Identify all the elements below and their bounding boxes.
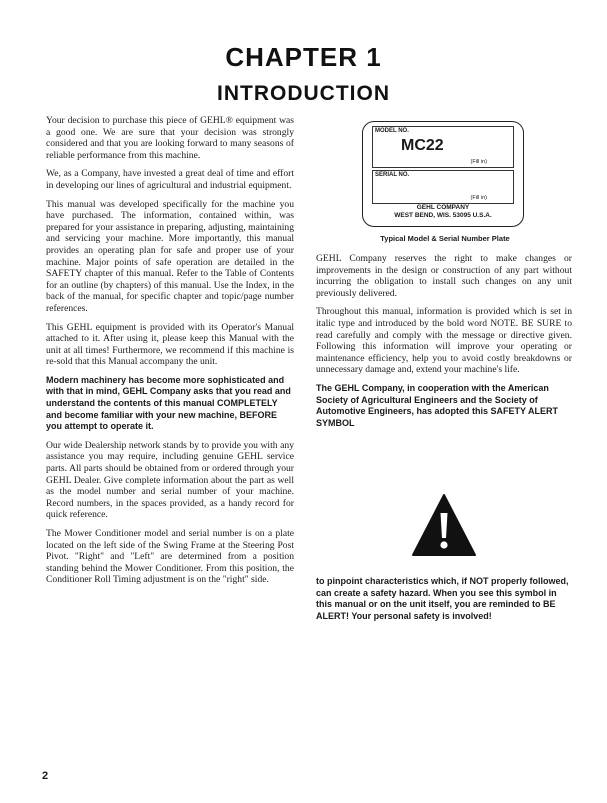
page-number: 2 <box>42 770 49 782</box>
right-column <box>316 253 572 436</box>
plate-caption: Typical Model & Serial Number Plate <box>380 234 510 243</box>
serial-fill-hint: (Fill in) <box>470 195 487 201</box>
serial-number-label: SERIAL NO. <box>375 172 410 178</box>
serial-number-plate <box>362 121 524 227</box>
paragraph-safety-symbol-intro: The GEHL Company, in cooperation with the American Society of Agricultural Engineers and the Society of Automotive Engineers, has adopted this SAFETY ALERT SYMBOL <box>316 382 559 428</box>
paragraph-plate-location: The Mower Conditioner model and serial number is on a plate located on the left side of the Swing Frame at the Steering Post Pivot. "Right" and "Left" are determined from a position standing behind the Mower Conditioner. From this position, the Conditioner Roll Timing adjustment is on the "right" side. <box>46 528 294 586</box>
paragraph-read-manual-warning: Modern machinery has become more sophisticated and with that in mind, GEHL Company asks that you read and understand the contents of this manual COMPLETELY and become familiar with your new machine, BEFORE you attempt to operate it. <box>46 374 291 432</box>
model-number-value: MC22 <box>401 137 444 154</box>
model-number-field <box>372 126 514 168</box>
model-fill-hint: (Fill in) <box>470 159 487 165</box>
chapter-title: INTRODUCTION <box>217 82 390 105</box>
paragraph-safety-hazard: to pinpoint characteristics which, if NOT properly followed, can create a safety hazard. When you see this symbol in this manual or on the unit itself, you are reminded to BE ALERT! Your personal safety is involved! <box>316 576 569 621</box>
chapter-number: CHAPTER 1 <box>225 42 382 72</box>
paragraph-reserves-right: GEHL Company reserves the right to make changes or improvements in the design or construction of any part without incurring the obligation to install such changes on any unit previously delivered. <box>316 253 572 299</box>
paragraph-note-info: Throughout this manual, information is provided which is set in italic type and introduced by the bold word NOTE. BE SURE to read carefully and comply with the message or directive given. Following this information will improve your operating or maintenance efficiency, help you to avoid costly breakdowns or unnecessary damage and, extend your machine's life. <box>316 306 572 376</box>
left-column <box>46 115 294 593</box>
paragraph-dealership: Our wide Dealership network stands by to provide you with any assistance you may require, including genuine GEHL service parts. All parts should be obtained from or ordered through your GEHL Dealer. Give complete information about the part as well as the model number and serial number of your machine. Record numbers, in the spaces provided, as a handy record for quick reference. <box>46 439 294 521</box>
right-column-closing <box>316 576 572 629</box>
safety-alert-icon <box>411 493 477 562</box>
paragraph-decision: Your decision to purchase this piece of GEHL® equipment was a good one. We are sure that your decision was strongly considered and that you are looking forward to many seasons of reliable performance from this machine. <box>46 115 294 161</box>
model-number-label: MODEL NO. <box>375 128 409 134</box>
paragraph-manual: This manual was developed specifically for the machine you have purchased. The information, contained within, was prepared for your assistance in preparing, adjusting, maintaining and servicing your machine. More importantly, this manual provides an operating plan for safe and proper use of your machine. Major points of safe operation are detailed in the SAFETY chapter of this manual. Refer to the Table of Contents for an outline (by chapters) of this manual. Use the Index, in the back of the manual, for specific chapter and topic/page number references. <box>46 198 294 314</box>
paragraph-operators-manual: This GEHL equipment is provided with its Operator's Manual attached to it. After using it, please keep this Manual with the unit at all times! Furthermore, we recommend if this machine is re-sold that this Manual accompany the unit. <box>46 321 294 368</box>
paragraph-company: We, as a Company, have invested a great deal of time and effort in developing our lines of agricultural and industrial equipment. <box>46 168 294 191</box>
serial-number-field <box>372 170 514 204</box>
plate-company-name: GEHL COMPANY <box>416 204 470 211</box>
plate-company-info <box>363 204 523 220</box>
plate-company-address: WEST BEND, WIS. 53095 U.S.A. <box>394 212 492 219</box>
